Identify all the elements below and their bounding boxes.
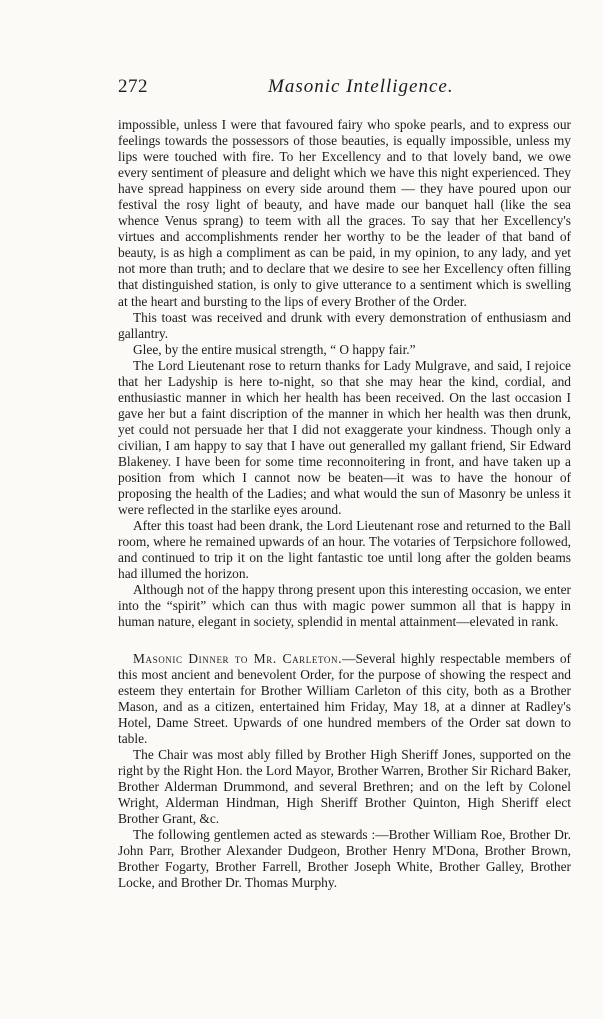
page-number: 272 bbox=[118, 76, 148, 97]
paragraph-continuation: impossible, unless I were that favoured fairy who spoke pearls, and to express our feelings towards the possessors of those beauties, is equally impossible, unless my lips were touched with fire. To her Excellency and to that lovely band, we owe every sentiment of pleasure and delight which we have this night experienced. They have spread happiness on every side around them — they have poured upon our festival the rosy light of beauty, and have made our banquet hall (like the sea whence Venus sprang) to teem with all the graces. To say that her Excellency's virtues and accomplishments render her worthy to be the leader of that band of beauty, is as high a compliment as can be paid, in my opinion, to any lady, and yet not more than truth; and to declare that we desire to see her Excellency often filling that distinguished station, is only to give utterance to a sentiment which is swelling at the heart and bursting to the lips of every Brother of the Order. bbox=[118, 117, 571, 309]
section-heading: Masonic Dinner to Mr. Carleton. bbox=[133, 650, 343, 666]
page-header bbox=[118, 76, 573, 106]
paragraph: This toast was received and drunk with every demonstration of enthusiasm and gallantry. bbox=[118, 309, 571, 341]
section-lead-text: —Several highly respectable members of this most ancient and benevolent Order, for the purpose of showing the respect and esteem they entertain for Brother William Carleton of this city, both as a Brother Mason, and as a citizen, entertained him Friday, May 18, at a dinner at Radley's Hotel, Dame Street. Upwards of one hundred members of the Order sat down to table. bbox=[118, 650, 571, 746]
running-head: Masonic Intelligence. bbox=[268, 76, 454, 97]
paragraph: The Chair was most ably filled by Brother High Sheriff Jones, supported on the right by the Right Hon. the Lord Mayor, Brother Warren, Brother Sir Richard Baker, Brother Alderman Drummond, and several Brethren; and on the left by Colonel Wright, Alderman Hindman, High Sheriff Brother Quinton, High Sheriff elect Brother Grant, &c. bbox=[118, 746, 571, 826]
section-divider bbox=[118, 631, 571, 651]
section-lead-paragraph bbox=[118, 651, 571, 747]
paragraph: After this toast had been drank, the Lord Lieutenant rose and returned to the Ball room, where he remained upwards of an hour. The votaries of Terpsichore followed, and continued to trip it on the light fantastic toe until long after the golden beams had illumed the horizon. bbox=[118, 518, 571, 582]
paragraph: Although not of the happy throng present upon this interesting occasion, we enter into the “spirit” which can thus with magic power summon all that is happy in human nature, elegant in society, splendid in mental attainment—elevated in rank. bbox=[118, 582, 571, 630]
paragraph: The Lord Lieutenant rose to return thanks for Lady Mulgrave, and said, I rejoice that her Ladyship is here to-night, so that she may hear the kind, cordial, and enthusiastic manner in which her health has been received. On the last occasion I gave her but a faint discription of the manner in which her health was then drunk, yet could not persuade her that I did not exaggerate your kindness. Though only a civilian, I am happy to say that I have out generalled my gallant friend, Sir Edward Blakeney. I have been for some time reconnoitering in front, and have taken up a position from which I cannot now be beaten—it was to have the honour of proposing the health of the Ladies; and what would the sun of Masonry be unless it were reflected in the starlike eyes around. bbox=[118, 357, 571, 518]
paragraph-glee: Glee, by the entire musical strength, “ O happy fair.” bbox=[133, 341, 416, 357]
body-text bbox=[118, 117, 571, 891]
paragraph: The following gentlemen acted as stewards :—Brother William Roe, Brother Dr. John Parr, Brother Alexander Dudgeon, Brother Henry M'Dona, Brother Brown, Brother Fogarty, Brother Farrell, Brother Joseph White, Brother Galley, Brother Locke, and Brother Dr. Thomas Murphy. bbox=[118, 827, 571, 891]
